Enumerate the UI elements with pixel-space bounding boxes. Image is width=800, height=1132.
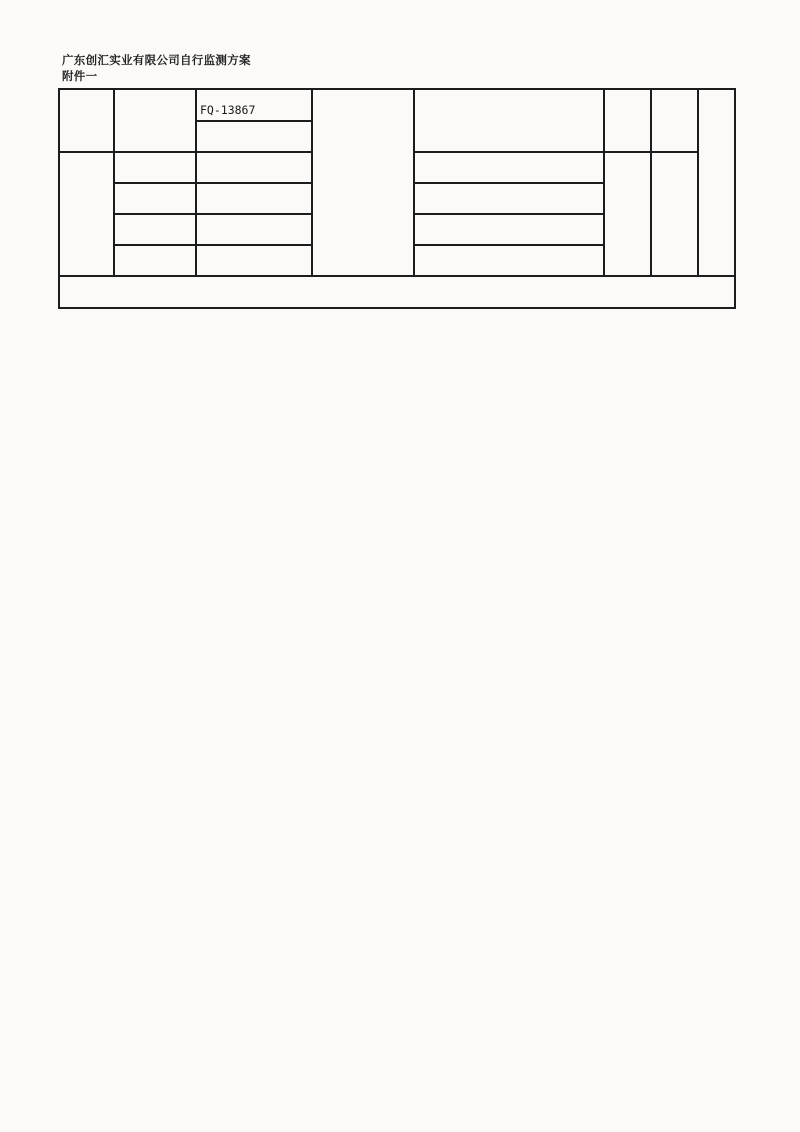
row-line	[113, 213, 312, 215]
row-line	[113, 182, 312, 184]
row-line	[195, 120, 312, 122]
row-line	[58, 275, 736, 277]
row-line	[58, 151, 313, 153]
table-border-bottom	[58, 307, 736, 309]
col-line	[697, 88, 699, 276]
row-line	[413, 213, 604, 215]
attachment-label: 附件一	[62, 69, 98, 83]
row-line	[113, 244, 312, 246]
row-line	[413, 151, 698, 153]
col-line	[650, 88, 652, 276]
row-line	[413, 244, 604, 246]
outlet-id: FQ-13867	[200, 103, 256, 117]
row-line	[413, 182, 604, 184]
document-header-title: 广东创汇实业有限公司自行监测方案	[62, 53, 251, 67]
table-border-top	[58, 88, 736, 90]
